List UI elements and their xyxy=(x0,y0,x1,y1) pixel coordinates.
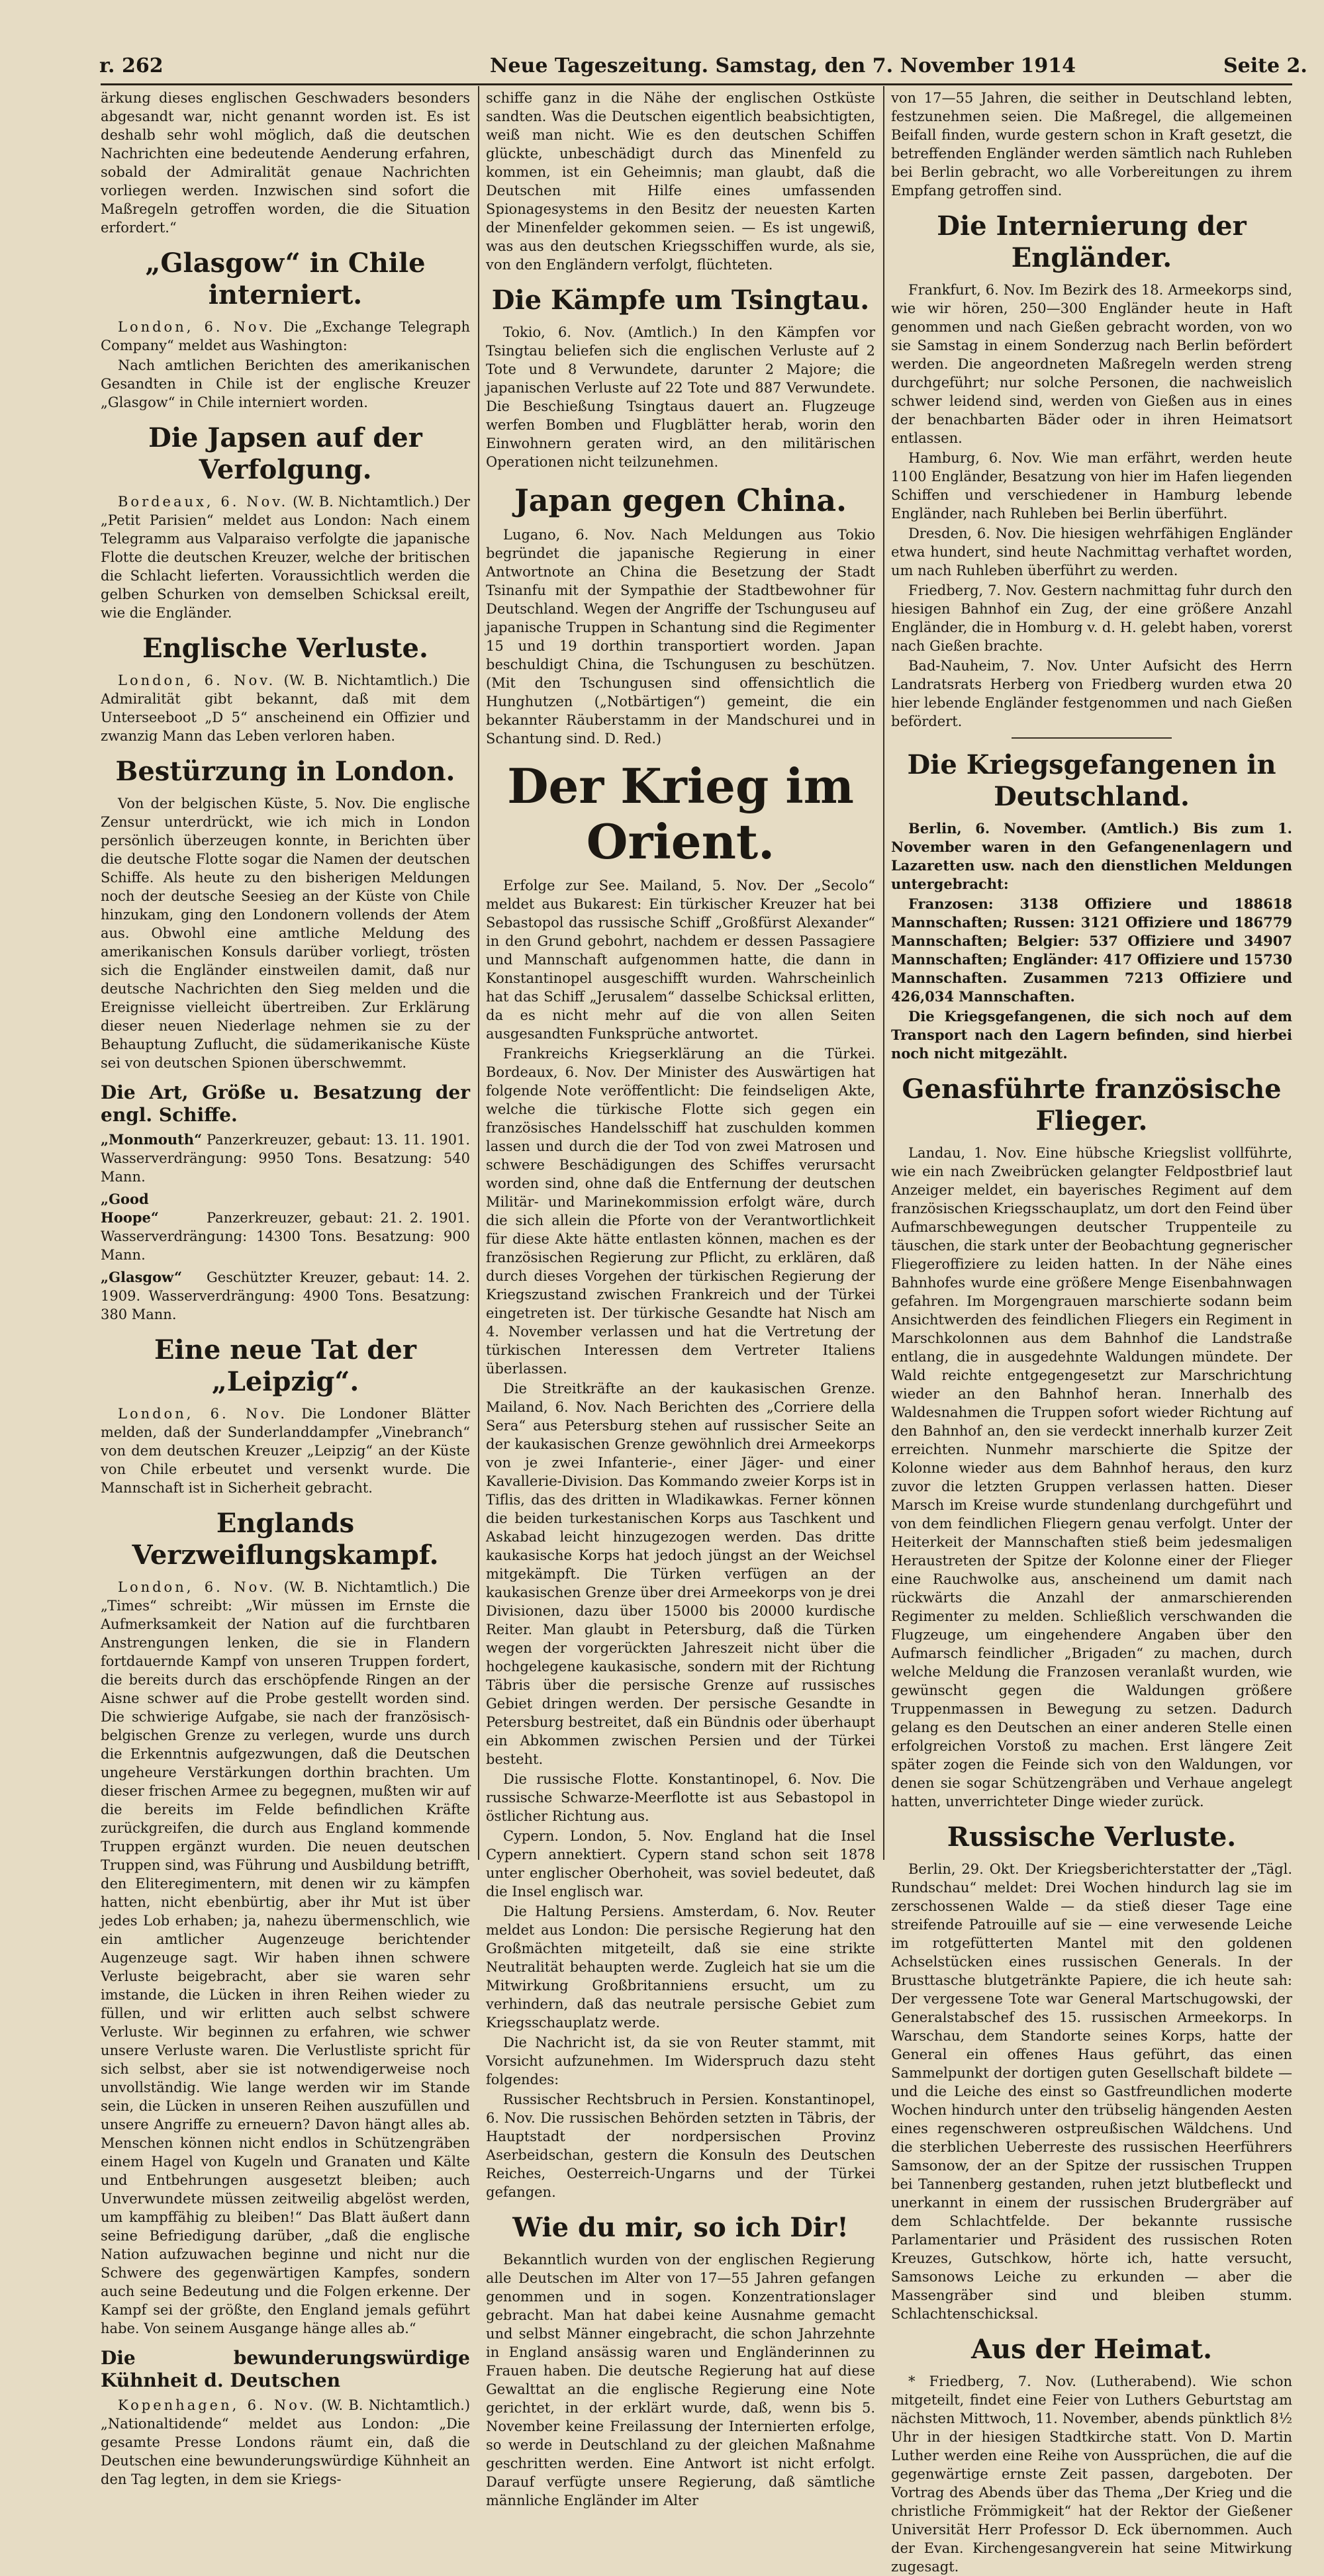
dateline: Bordeaux, 6. Nov. xyxy=(118,494,289,510)
ship-details: Panzerkreuzer, gebaut: 13. 11. 1901. Wasserverdrängung: 9950 Tons. Besatzung: 540 Mann. xyxy=(101,1132,470,1185)
article-text: Dresden, 6. Nov. Die hiesigen wehrfähigen Engländer etwa hundert, sind heute Nachmittag verhaftet worden, um nach Ruhleben überführt zu werden. xyxy=(891,526,1292,578)
headline-englische-verluste: Englische Verluste. xyxy=(142,633,428,664)
column-1 xyxy=(101,89,471,2487)
article-text: (W. B. Nichtamtlich.) Die Admiralität gibt bekannt, daß mit dem Unterseeboot „D 5“ anscheinend ein Offizier und zwanzig Mann das Leben verloren haben. xyxy=(101,672,470,744)
page-number: r. 262 xyxy=(99,54,164,77)
dateline: Kopenhagen, 6. Nov. xyxy=(118,2397,316,2413)
article-text: Die Kriegsgefangenen, die sich noch auf dem Transport nach den Lagern befinden, sind hierbei noch nicht mitgezählt. xyxy=(891,1008,1292,1062)
article-text: Bekanntlich wurden von der englischen Regierung alle Deutschen im Alter von 17—55 Jahren gefangen genommen und in sogen. Konzentrationslager gebracht. Man hat dabei keine Ausnahme gemacht und selbst Männer eingebracht, die schon Jahrzehnte in England ansässig waren und Engländerinnen zu Frauen haben. Die deutsche Regierung hat auf diese Gewalttat an die englische Regierung eine Note gerichtet, in der erklärt wurde, daß, wenn bis 5. November keine Freilassung der Internierten erfolge, so werde in Deutschland zu der gleichen Maßnahme geschritten werden. Eine Antwort ist nicht erfolgt. Darauf verfügte unsere Regierung, daß sämtliche männliche Engländer im Alter xyxy=(486,2252,875,2508)
article-text: * Friedberg, 7. Nov. (Lutherabend). Wie schon mitgeteilt, findet eine Feier von Luthers Geburtstag am nächsten Mittwoch, 11. November, abends pünktlich 8½ Uhr in der hiesigen Stadtkirche statt. Von D. Martin Luther werden eine Reihe von Aussprüchen, die auf die gegenwärtige ernste Zeit passen, dargeboten. Der Vortrag des Abends über das Thema „Der Krieg und die christliche Frömmigkeit“ hat der Rektor der Gießener Universität Herr Professor D. Eck übernommen. Auch der Evan. Kirchengesangverein hat seine Mitwirkung zugesagt. xyxy=(891,2373,1292,2575)
headline-kriegsgefangene: Die Kriegsgefangenen in Deutschland. xyxy=(907,749,1276,812)
article-text: Friedberg, 7. Nov. Gestern nachmittag fuhr durch den hiesigen Bahnhof ein Zug, der eine größere Anzahl Engländer, die in Homburg v. d. H. gelebt haben, vorerst nach Gießen brachte. xyxy=(891,582,1292,654)
ship-entry xyxy=(101,1268,470,1324)
headline-schiffe: Die Art, Größe u. Besatzung der engl. Schiffe. xyxy=(101,1081,470,1126)
article-text: Cypern. London, 5. Nov. England hat die Insel Cypern annektiert. Cypern stand schon seit 1878 unter englischer Oberhoheit, was soviel bedeutet, daß die Insel englisch war. xyxy=(486,1828,875,1900)
headline-tsingtau: Die Kämpfe um Tsingtau. xyxy=(491,285,870,316)
article-text: Die Londoner Blätter melden, daß der Sunderlanddampfer „Vinebranch“ von dem deutschen Kreuzer „Leipzig“ an der Küste von Chile erbeutet und versenkt wurde. Die Mannschaft ist in Sicherheit gebracht. xyxy=(101,1406,470,1496)
column-2 xyxy=(486,89,875,2508)
article-text: Die Nachricht ist, da sie von Reuter stammt, mit Vorsicht aufzunehmen. Im Widerspruch dazu steht folgendes: xyxy=(486,2035,875,2088)
headline-bestuerzung: Bestürzung in London. xyxy=(115,756,455,787)
article-text: Die „Exchange Telegraph Company“ meldet aus Washington: xyxy=(101,319,470,353)
headline-heimat: Aus der Heimat. xyxy=(970,2334,1213,2365)
column-rule xyxy=(478,86,479,1860)
ship-entry xyxy=(101,1130,470,1186)
headline-japan-china: Japan gegen China. xyxy=(514,483,847,518)
article-text: Berlin, 6. November. (Amtlich.) Bis zum 1. November waren in den Gefangenenlagern und Lazaretten usw. nach den dienstlichen Meldungen untergebracht: xyxy=(891,820,1292,892)
ship-details: Panzerkreuzer, gebaut: 21. 2. 1901. Wasserverdrängung: 14300 Tons. Besatzung: 900 Mann. xyxy=(101,1210,470,1263)
ship-entry xyxy=(101,1190,470,1264)
ship-name: „Monmouth“ xyxy=(101,1131,203,1148)
article-text: Russischer Rechtsbruch in Persien. Konstantinopel, 6. Nov. Die russischen Behörden setzten in Täbris, der Hauptstadt der nordpersischen Provinz Aserbeidschan, gestern die Konsuln des Deutschen Reiches, Oesterreich-Ungarns und der Türkei gefangen. xyxy=(486,2092,875,2200)
headline-wie-du-mir: Wie du mir, so ich Dir! xyxy=(512,2212,849,2243)
ship-name: „Good Hoope“ xyxy=(101,1191,159,1226)
article-text: Lugano, 6. Nov. Nach Meldungen aus Tokio begründet die japanische Regierung in einer Antwortnote an China die Besetzung der Stadt Tsinanfu mit der Sympathie der Stadtbewohner für Deutschland. Wegen der Angriffe der Tschunguseu auf japanische Truppen in Schantung sind die Regimenter 15 und 19 dorthin transportiert worden. Japan beschuldigt China, die Tschungusen zu beschützen. (Mit den Tschungusen sind offensichtlich die Hunghutzen („Notbärtigen“) gemeint, die ein bekannter Räuberstamm in der Mandschurei und in Schantung sind. D. Red.) xyxy=(486,527,875,747)
article-text: Die russische Flotte. Konstantinopel, 6. Nov. Die russische Schwarze-Meerflotte ist aus Sebastopol in östlicher Richtung aus. xyxy=(486,1771,875,1824)
article-text: (W. B. Nichtamtlich.) Der „Petit Parisien“ meldet aus London: Nach einem Telegramm aus Valparaiso verfolgte die japanische Flotte die deutschen Kreuzer, welche der britischen die Schlacht lieferten. Voraussichtlich werden die gelben Schurken von demselben Schicksal ereilt, wie die Engländer. xyxy=(101,494,470,621)
ship-name: „Glasgow“ xyxy=(101,1269,183,1285)
dateline: London, 6. Nov. xyxy=(118,672,276,688)
article-text: Hamburg, 6. Nov. Wie man erfährt, werden heute 1100 Engländer, Besatzung von hier im Hafen liegenden Schiffen und verschiedener in Hamburg lebende Engländer, nach Ruhleben bei Berlin überführt. xyxy=(891,450,1292,522)
headline-internierung: Die Internierung der Engländer. xyxy=(937,210,1247,273)
article-text: Landau, 1. Nov. Eine hübsche Kriegslist vollführte, wie ein nach Zweibrücken gelangter Feldpostbrief laut Anzeiger meldet, ein bayerisches Regiment auf dem französischen Kriegsschauplatz, um dort den Feind über Aufmarschbewegungen deutscher Truppenteile zu täuschen, die stark unter der Beobachtung gegnerischer Fliegeroffiziere zu leiden hatten. In der Nähe eines Bahnhofes wurde eine größere Menge Eisenbahnwagen gefahren. Im Morgengrauen marschierte sodann beim Ansichtwerden des feindlichen Fliegers ein Regiment in Marschkolonnen aus dem Bahnhof die Landstraße entlang, die in ausgedehnte Waldungen mündete. Der Wald reichte entgegengesetzt zur Marschrichtung wieder an den Bahnhof heran. Innerhalb des Waldesnahmen die Truppen sofort wieder Richtung auf den Bahnhof an, den sie verdeckt innerhalb kurzer Zeit erreichten. Nunmehr marschierte die Spitze der Kolonne wieder aus dem Bahnhof heraus, den kurz zuvor die letzten Gruppen verlassen hatten. Dieser Marsch im Kreise wurde stundenlang durchgeführt und von dem feindlichen Fliegern genau verfolgt. Unter der Heiterkeit der Mannschaften stieß beim jedesmaligen Heraustreten der Spitze der Kolonne einer der Flieger eine Rauchwolke aus, anscheinend um damit nach rückwärts die Anzahl der anmarschierenden Regimenter zu melden. Schließlich verschwanden die Flugzeuge, um eingehendere Angaben über den Aufmarsch feindlicher „Brigaden“ zu machen, durch welche Meldung die Franzosen veranlaßt wurden, wie gewünscht gegen die Waldungen größere Truppenmassen in Bewegung zu setzen. Dadurch gelang es den Deutschen an einer anderen Stelle einen erfolgreichen Vorstoß zu machen. Erst längere Zeit später zogen die Feinde sich von den Waldungen, vor denen sie sogar Schützengräben und Verhaue angelegt hatten, unverrichteter Dinge wieder zurück. xyxy=(891,1145,1292,1810)
headline-glasgow: „Glasgow“ in Chile interniert. xyxy=(145,248,426,310)
article-continuation: schiffe ganz in die Nähe der englischen Ostküste sandten. Was die Deutschen eigentlich beabsichtigten, weiß man nicht. Wie es den deutschen Schiffen glückte, unbeschädigt durch das Minenfeld zu kommen, ist ein Geheimnis; man glaubt, daß die Deutschen mit Hilfe eines umfassenden Spionagesystems in den Besitz der neuesten Karten der Minenfelder gekommen seien. — Es ist ungewiß, was aus den deutschen Kriegsschiffen wurde, als sie, von den Engländern verfolgt, flüchteten. xyxy=(486,90,875,273)
ship-details: Geschützter Kreuzer, gebaut: 14. 2. 1909. Wasserverdrängung: 4900 Tons. Besatzung: 380 Mann. xyxy=(101,1269,470,1322)
article-text: Die Streitkräfte an der kaukasischen Grenze. Mailand, 6. Nov. Nach Berichten des „Corriere della Sera“ aus Petersburg stehen auf russischer Seite an der kaukasischen Grenze gewöhnlich drei Armeekorps von je zwei Infanterie-, einer Jäger- und einer Kavallerie-Division. Das Kommando zweier Korps ist in Tiflis, das des dritten in Wladikawkas. Ferner können die beiden turkestanischen Korps aus Taschkent und Askabad leicht hinzugezogen werden. Das dritte kaukasische Korps hat jedoch jüngst an der Weichsel mitgekämpft. Die Türken verfügen an der kaukasischen Grenze über drei Armeekorps von je drei Divisionen, dazu über 15000 bis 20000 kurdische Reiter. Man glaubt in Petersburg, daß die Türken wegen der vorgerückten Jahreszeit nicht über die hochgelegene kaukasische, sondern mit der Richtung Täbris über die persische Grenze auf russisches Gebiet dringen werden. Der persische Gesandte in Petersburg bestreitet, daß ein Bündnis oder überhaupt ein Abkommen zwischen Persien und der Türkei besteht. xyxy=(486,1381,875,1767)
page-header xyxy=(0,0,1324,86)
headline-flieger: Genasführte französische Flieger. xyxy=(902,1074,1282,1136)
article-text: Die Haltung Persiens. Amsterdam, 6. Nov. Reuter meldet aus London: Die persische Regierung hat den Großmächten mitgeteilt, daß sie eine strikte Neutralität behaupten werde. Zugleich hat sie um die Mitwirkung Großbritanniens ersucht, um zu verhindern, daß das neutrale persische Gebiet zum Kriegsschauplatz werde. xyxy=(486,1904,875,2031)
masthead-date: Neue Tageszeitung. Samstag, den 7. November 1914 xyxy=(490,54,1076,77)
article-text: Erfolge zur See. Mailand, 5. Nov. Der „Secolo“ meldet aus Bukarest: Ein türkischer Kreuzer hat bei Sebastopol das russische Schiff „Großfürst Alexander“ in den Grund gebohrt, nachdem er dessen Passagiere und Mannschaft aufgenommen hatte, die dann in Konstantinopel ausgeschifft wurden. Wahrscheinlich hat das Schiff „Jerusalem“ dasselbe Schicksal erlitten, da es nicht mehr auf die von allen Seiten ausgesandten Funksprüche antwortet. xyxy=(486,878,875,1042)
article-text: (W. B. Nichtamtlich.) „Nationaltidende“ meldet aus London: „Die gesamte Presse Londons räumt ein, daß die Deutschen eine bewunderungswürdige Kühnheit an den Tag legten, in dem sie Kriegs- xyxy=(101,2397,471,2487)
article-text: Frankfurt, 6. Nov. Im Bezirk des 18. Armeekorps sind, wie wir hören, 250—300 Engländer heute in Haft genommen und nach Gießen gebracht worden, von wo sie Samstag in einem Sonderzug nach Berlin befördert werden. Die angeordneten Maßregeln werden streng durchgeführt; nur solche Personen, die nachweislich schwer leidend sind, werden von Gießen aus in eines der benachbarten Bäder oder in ihren Heimatsort entlassen. xyxy=(891,282,1292,446)
headline-kuehnheit: Die bewunderungswürdige Kühnheit d. Deutschen xyxy=(101,2347,470,2391)
page-seite: Seite 2. xyxy=(1223,54,1307,77)
article-continuation: von 17—55 Jahren, die seither in Deutschland lebten, festzunehmen seien. Die Maßregel, die allgemeinen Beifall finden, wurde gestern schon in Kraft gesetzt, die betreffenden Engländer werden sämtlich nach Ruhleben bei Berlin gebracht, wo alle Vorbereitungen zu ihrem Empfang getroffen sind. xyxy=(891,90,1292,199)
column-3 xyxy=(891,89,1292,2575)
article-text: Tokio, 6. Nov. (Amtlich.) In den Kämpfen vor Tsingtau beliefen sich die englischen Verluste auf 2 Tote und 8 Verwundete, darunter 2 Majore; die japanischen Verluste auf 22 Tote und 887 Verwundete. Die Beschießung Tsingtaus dauert an. Flugzeuge werfen Bomben und Flugblätter herab, worin den Einwohnern geraten wird, an den militärischen Operationen nicht teilzunehmen. xyxy=(486,324,875,470)
article-text: Von der belgischen Küste, 5. Nov. Die englische Zensur unterdrückt, wie ich mich in London persönlich überzeugen konnte, in Berichten über die deutsche Flotte sogar die Namen der deutschen Schiffe. Als heute zu den bisherigen Meldungen noch der deutsche Seesieg an der Küste von Chile hinzukam, ging den Londonern vollends der Atem aus. Obwohl eine amtliche Meldung des amerikanischen Konsuls darüber vorliegt, trösten sich die Engländer einstweilen damit, daß nur deutsche Nachrichten den Sieg melden und die Ereignisse vielleicht übertreiben. Zur Erklärung dieser neuen Niederlage nehmen sie zu der Behauptung Zuflucht, die südamerikanische Küste sei von deutschen Spionen überschwemmt. xyxy=(101,796,470,1071)
column-rule xyxy=(883,86,884,1860)
article-text: Berlin, 29. Okt. Der Kriegsberichterstatter der „Tägl. Rundschau“ meldet: Drei Wochen hindurch lag sie im zerschossenen Walde — da stieß dieser Tage eine streifende Patrouille auf sie — eine verwesende Leiche im rotgefütterten Mantel mit den goldenen Achselstücken eines russischen Generals. In der Brusttasche blutgetränkte Papiere, die ich heute sah: Der vergessene Tote war General Martschugowski, der Generalstabschef des 15. russischen Armeekorps. In Warschau, dem Standorte seines Korps, hatte der General ein offenes Haus geführt, das einen Sammelpunkt der dortigen guten Gesellschaft bildete — und die Leiche des einst so Gastfreundlichen moderte Wochen hindurch unter den trübselig hängenden Aesten eines regenschweren ostpreußischen Wäldchens. Und die sterblichen Ueberreste des russischen Heerführers Samsonow, der an der Spitze der russischen Truppen bei Tannenberg gestanden, ruhen jetzt blutbefleckt und unerkannt in einem der russischen Brudergräber auf dem Schlachtfelde. Der bekannte russische Parlamentarier und Präsident des russischen Roten Kreuzes, Gutschkow, hörte ich, hatte versucht, Samsonows Leiche zu erkunden — aber die Massengräber sind und bleiben stumm. Schlachtenschicksal. xyxy=(891,1861,1292,2322)
headline-krieg-orient: Der Krieg im Orient. xyxy=(507,758,854,870)
dateline: London, 6. Nov. xyxy=(118,319,275,335)
headline-leipzig: Eine neue Tat der „Leipzig“. xyxy=(154,1334,416,1397)
headline-japsen: Die Japsen auf der Verfolgung. xyxy=(148,422,422,485)
article-text: (W. B. Nichtamtlich.) Die „Times“ schreibt: „Wir müssen im Ernste die Aufmerksamkeit der Nation auf die furchtbaren Anstrengungen lenken, die sie in Flandern fortdauernde Kampf von unseren Truppen fordert, die bereits durch das erschöpfende Ringen an der Aisne schwer auf die Probe gestellt worden sind. Die schwierige Aufgabe, sie nach der französisch-belgischen Grenze zu verlegen, wurde uns durch die Erkenntnis aufgezwungen, daß die Deutschen ungeheure Verstärkungen dorthin brachten. Um dieser frischen Armee zu begegnen, mußten wir auf die bereits im Felde befindlichen Kräfte zurückgreifen, die durch aus England kommende Truppen ergänzt wurden. Die neuen deutschen Truppen sind, was Führung und Ausbildung betrifft, den Eliteregimentern, mit denen wir zu kämpfen hatten, nicht ebenbürtig, aber ihr Mut ist über jedes Lob erhaben; ja, nahezu übermenschlich, wie ein amtlicher Augenzeuge berichtender Augenzeuge sagt. Wir haben ihnen schwere Verluste beigebracht, aber sie waren sehr imstande, die Lücken in ihren Reihen wieder zu füllen, und wir erlitten auch selbst schwere Verluste. Wir beginnen zu erfahren, wie schwer unsere Verluste waren. Die Verlustliste spricht für sich selbst, aber sie ist notwendigerweise noch unvollständig. Wie lange werden wir im Stande sein, die Lücken in unseren Reihen auszufüllen und unsere Angriffe zu erneuern? Davon hängt alles ab. Menschen können nicht endlos in Schützengräben einem Hagel von Kugeln und Granaten und Kälte und Entbehrungen ausgesetzt bleiben; auch Unverwundete müssen zeitweilig abgelöst werden, um kampffähig zu bleiben!“ Das Blatt äußert dann seine Befriedigung darüber, „daß die englische Nation aufzuwachen beginne und nicht nur die Schwere des gegenwärtigen Kampfes, sondern auch seine Bedeutung und die Folgen erkenne. Der Kampf sei der größte, den England jemals geführt habe. Von seinem Ausgange hänge alles ab.“ xyxy=(101,1579,470,2336)
headline-russische-verluste: Russische Verluste. xyxy=(947,1821,1237,1853)
section-separator xyxy=(1012,737,1172,739)
article-text: Frankreichs Kriegserklärung an die Türkei. Bordeaux, 6. Nov. Der Minister des Auswärtigen hat folgende Note veröffentlicht: Die feindseligen Akte, welche die türkische Flotte sich gegen ein französisches Handelsschiff hat zuschulden kommen lassen und durch die der Tod von zwei Matrosen und schwere Beschädigungen des Schiffes verursacht worden sind, ohne daß die Entfernung der deutschen Militär- und Marinekommission erfolgt wäre, durch die sich allein die Pforte von der Verantwortlichkeit für diese Akte hätte entlasten können, machen es der französischen Regierung zur Pflicht, zu erklären, daß durch dieses Vorgehen der türkischen Regierung der Kriegszustand zwischen Frankreich und der Türkei eingetreten ist. Der türkische Gesandte hat Nisch am 4. November verlassen und hat die Vertretung der türkischen Interessen dem Vertreter Italiens überlassen. xyxy=(486,1046,875,1377)
headline-verzweiflung: Englands Verzweiflungskampf. xyxy=(132,1508,439,1571)
article-text: Bad-Nauheim, 7. Nov. Unter Aufsicht des Herrn Landratsrats Herberg von Friedberg wurden etwa 20 hier lebende Engländer festgenommen und nach Gießen befördert. xyxy=(891,658,1292,729)
dateline: London, 6. Nov. xyxy=(118,1579,276,1595)
article-text: Nach amtlichen Berichten des amerikanischen Gesandten in Chile ist der englische Kreuzer „Glasgow“ in Chile interniert worden. xyxy=(101,357,470,410)
prisoner-statistics: Franzosen: 3138 Offiziere und 188618 Mannschaften; Russen: 3121 Offiziere und 186779 Mannschaften; Belgier: 537 Offiziere und 34907 Mannschaften; Engländer: 417 Offiziere und 15730 Mannschaften. Zusammen 7213 Offiziere und 426,034 Mannschaften. xyxy=(891,896,1292,1005)
article-continuation: ärkung dieses englischen Geschwaders besonders abgesandt war, nicht genannt worden ist. Es ist deshalb sehr wohl möglich, daß die deutschen Nachrichten eine bedeutende Aenderung erfahren, sobald der Admiralität genaue Nachrichten vorliegen werden. Inzwischen sind sofort die Maßregeln getroffen worden, die die Situation erfordert.“ xyxy=(101,90,470,236)
dateline: London, 6. Nov. xyxy=(118,1406,288,1422)
header-rule xyxy=(101,83,1292,85)
